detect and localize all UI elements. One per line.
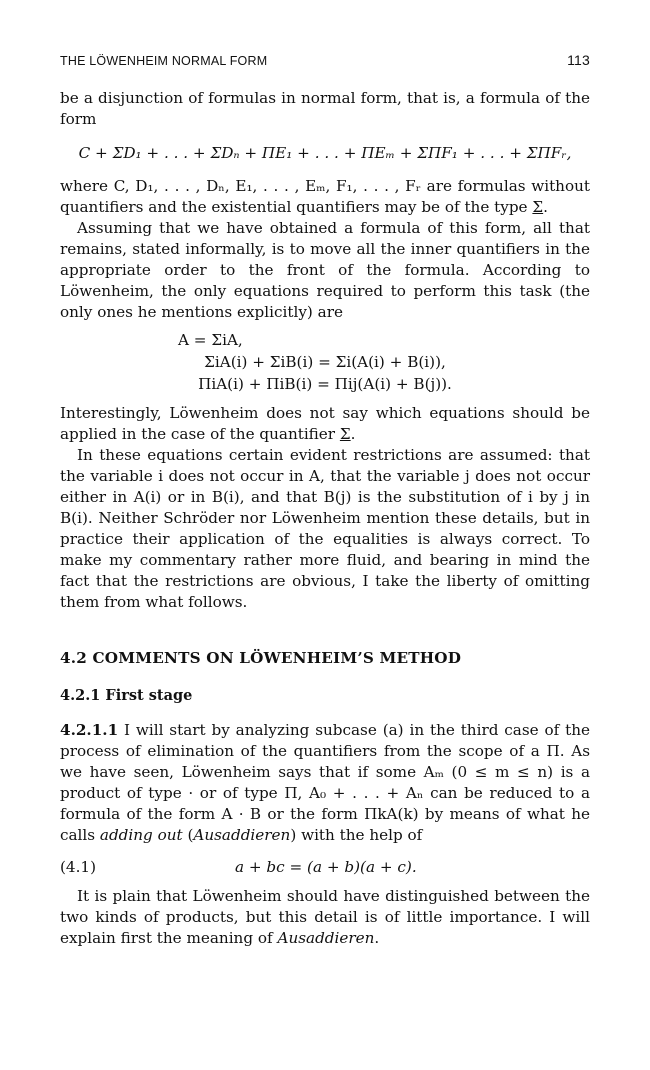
paragraph-3: Assuming that we have obtained a formula of this form, all that remains, stated informally, is to move all the inner quantifiers in the appropriate order to the front of the formula. According to Löwenheim, the only equations required to perform this task (the only ones he mentions explicitly) are [60,219,590,321]
paragraph-2-text: where C, D₁, . . . , Dₙ, E₁, . . . , Eₘ, F₁, . . . , Fᵣ are formulas without quantifiers and the existential quantifiers may be of the type [60,177,590,216]
paragraph-1: be a disjunction of formulas in normal form, that is, a formula of the form [60,89,590,128]
paragraph-2 [60,176,590,218]
paragraph-7-italic: Ausaddieren [277,929,375,947]
page-content [60,52,590,949]
equation-block [60,329,590,395]
equation-2: ΣiA(i) + ΣiB(i) = Σi(A(i) + B(i)), [204,353,446,371]
subsection-heading: 4.2.1 First stage [60,687,193,704]
paragraph-2-end: . [543,198,548,216]
paragraph-6-italic-2: Ausaddieren [193,826,291,844]
equation-1: A = ΣiA, [178,331,243,349]
equation-disjunction-text: C + ΣD₁ + . . . + ΣDₙ + ΠE₁ + . . . + ΠEₘ + ΣΠF₁ + . . . + ΣΠFᵣ, [78,144,572,162]
paragraph-6-label: 4.2.1.1 [60,721,119,739]
paragraph-7 [60,886,590,949]
paragraph-6-mid: ( [182,826,194,844]
section-heading: 4.2 COMMENTS ON LÖWENHEIM’S METHOD [60,649,462,667]
equation-4-1 [60,858,590,876]
paragraph-4 [60,403,590,445]
paragraph-7-end: . [374,929,380,947]
paragraph-4-text: Interestingly, Löwenheim does not say which equations should be applied in the case of the quantifier [60,404,590,443]
paragraph-7-text: It is plain that Löwenheim should have distinguished between the two kinds of products, but this detail is of little importance. I will explain first the meaning of [60,887,590,947]
underlined-sigma: Σ [532,198,544,216]
running-head [60,52,590,68]
running-head-title: THE LÖWENHEIM NORMAL FORM [60,54,268,68]
equation-4-1-formula: a + bc = (a + b)(a + c). [235,858,417,876]
equation-disjunction [60,142,590,164]
paragraph-5: In these equations certain evident restrictions are assumed: that the variable i does not occur in A, that the variable j does not occur either in A(i) or in B(i), and that B(j) is the substitution of i by j in B(i). Neither Schröder nor Löwenheim mention these details, but in practice their application of the equalities is always correct. To make my commentary rather more fluid, and bearing in mind the fact that the restrictions are obvious, I take the liberty of omitting them from what follows. [60,446,590,611]
paragraph-4-end: . [350,425,356,443]
equation-3: ΠiA(i) + ΠiB(i) = Πij(A(i) + B(j)). [198,375,452,393]
equation-4-1-tag: (4.1) [60,858,97,876]
page-number: 113 [567,52,590,68]
paragraph-6-end: ) with the help of [290,826,423,844]
paragraph-6-italic-1: adding out [99,826,183,844]
underlined-sigma-2: Σ [339,425,351,443]
paragraph-6-body: I will start by analyzing subcase (a) in the third case of the process of elimination of the quantifiers from the scope of a Π. As we have seen, Löwenheim says that if some Aₘ (0 ≤ m ≤ n) is a product of type · or of type Π, A₀ + . . . + Aₙ can be reduced to a formula of the form A · B or the form ΠkA(k) by means of what he calls [60,721,590,844]
paragraph-6 [60,720,590,846]
